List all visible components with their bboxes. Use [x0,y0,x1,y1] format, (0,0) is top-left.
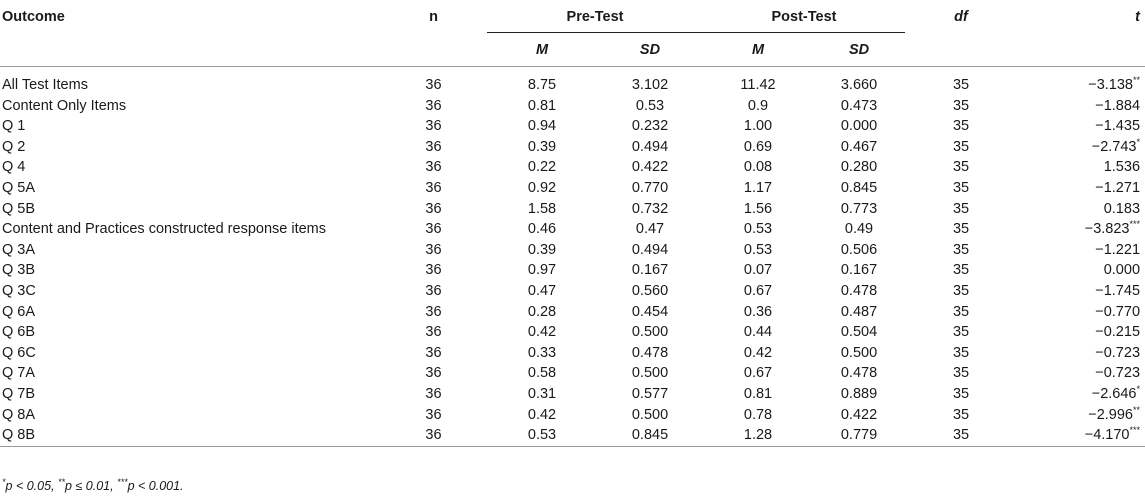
cell-n: 36 [425,97,442,114]
cell-post-m: 1.00 [743,118,773,135]
cell-pre-sd: 0.478 [631,344,669,361]
cell-outcome: Q 7A [2,365,36,382]
cell-outcome: Q 6B [2,324,36,341]
cell-n: 36 [425,303,442,320]
footnote-marker-1: * [2,476,6,487]
cell-df: 35 [952,385,970,402]
cell-outcome: Q 2 [2,138,26,155]
cell-outcome: Q 5B [2,200,36,217]
cell-pre-m: 0.28 [527,303,557,320]
footnote-text-2: p ≤ 0.01, [65,479,118,493]
cell-t-value: −3.138 [1088,77,1133,93]
cell-n: 36 [425,241,442,258]
table-row [0,281,1145,302]
cell-df: 35 [952,262,970,279]
cell-pre-m: 0.39 [527,138,557,155]
cell-post-m: 0.53 [743,241,773,258]
cell-n: 36 [425,324,442,341]
cell-t-value: 0.183 [1103,200,1141,217]
cell-post-sd: 0.473 [840,97,878,114]
cell-post-m: 0.07 [743,262,773,279]
cell-t-value: −0.723 [1095,365,1141,382]
cell-outcome: Q 8A [2,406,36,423]
cell-outcome: Q 1 [2,118,26,135]
cell-df: 35 [952,200,970,217]
cell-n: 36 [425,427,442,444]
cell-df: 35 [952,282,970,299]
cell-t [1017,178,1145,199]
cell-n: 36 [425,159,442,176]
cell-n: 36 [425,118,442,135]
cell-n: 36 [425,200,442,217]
cell-outcome: Q 7B [2,385,36,402]
cell-outcome: Q 6C [2,344,36,361]
cell-outcome: Content Only Items [2,97,127,114]
cell-t [1017,67,1145,96]
cell-pre-sd: 0.770 [631,179,669,196]
cell-t [1017,405,1145,426]
cell-pre-m: 0.81 [527,97,557,114]
cell-t-value: −4.170 [1084,427,1130,444]
cell-df: 35 [952,138,970,155]
cell-pre-sd: 0.53 [635,97,665,114]
cell-pre-m: 0.39 [527,241,557,258]
cell-pre-m: 0.94 [527,118,557,135]
cell-n: 36 [425,365,442,382]
cell-post-sd: 0.478 [840,365,878,382]
cell-post-sd: 0.506 [840,241,878,258]
table-row [0,260,1145,281]
cell-t-value: 1.536 [1103,159,1141,176]
table-body [0,67,1145,447]
cell-post-m: 11.42 [740,77,776,93]
cell-pre-sd: 0.454 [631,303,669,320]
cell-t [1017,137,1145,158]
header-post-sd: SD [848,41,870,58]
cell-df: 35 [952,324,970,341]
cell-post-sd: 0.487 [840,303,878,320]
cell-t [1017,96,1145,117]
cell-df: 35 [952,221,970,238]
cell-t-value: −2.996 [1088,406,1133,423]
cell-df: 35 [952,365,970,382]
cell-t-value: −1.271 [1095,179,1141,196]
cell-pre-sd: 0.494 [631,241,669,258]
header-pre-m: M [535,41,549,58]
cell-outcome: Q 6A [2,303,36,320]
cell-outcome: All Test Items [2,77,88,93]
table-row [0,137,1145,158]
cell-t-value: −2.743 [1091,138,1137,155]
significance-footnote [2,476,184,493]
cell-n: 36 [425,262,442,279]
cell-post-sd: 0.49 [844,221,874,238]
cell-post-sd: 3.660 [840,77,878,93]
header-post-test: Post-Test [703,0,905,33]
cell-pre-m: 8.75 [527,77,557,93]
cell-pre-sd: 3.102 [631,77,669,93]
cell-pre-sd: 0.500 [631,324,669,341]
table-row [0,405,1145,426]
cell-n: 36 [425,282,442,299]
cell-t [1017,425,1145,446]
cell-pre-m: 0.53 [527,427,557,444]
cell-df: 35 [952,77,970,93]
table-row [0,157,1145,178]
cell-n: 36 [425,385,442,402]
header-df: df [954,8,968,25]
cell-t-value: −0.215 [1095,324,1141,341]
cell-pre-sd: 0.500 [631,406,669,423]
significance-marker: *** [1129,219,1141,230]
cell-t [1017,343,1145,364]
cell-post-m: 0.78 [743,406,773,423]
cell-outcome: Q 3A [2,241,36,258]
cell-post-m: 0.81 [743,385,773,402]
cell-post-m: 1.28 [743,427,773,444]
cell-n: 36 [425,221,442,238]
header-n: n [429,8,438,25]
cell-post-sd: 0.167 [840,262,878,279]
cell-df: 35 [952,118,970,135]
cell-post-m: 0.42 [743,344,773,361]
cell-pre-m: 0.42 [527,324,557,341]
significance-marker: *** [1129,425,1141,436]
significance-marker: * [1136,136,1141,147]
header-post-m: M [751,41,765,58]
significance-marker: ** [1133,75,1141,86]
cell-post-m: 1.17 [743,179,773,196]
cell-post-sd: 0.467 [840,138,878,155]
cell-pre-sd: 0.167 [631,262,669,279]
significance-marker: * [1136,384,1141,395]
table-row [0,219,1145,240]
cell-post-m: 0.67 [743,365,773,382]
cell-t-value: −0.723 [1095,344,1141,361]
footnote-text-3: p < 0.001. [127,479,184,493]
cell-outcome: Content and Practices constructed response items [2,221,326,238]
cell-pre-sd: 0.422 [631,159,669,176]
cell-outcome: Q 5A [2,179,36,196]
cell-t [1017,240,1145,261]
cell-pre-m: 0.33 [527,344,557,361]
cell-post-m: 0.69 [743,138,773,155]
cell-t [1017,302,1145,323]
table-row [0,384,1145,405]
cell-outcome: Q 3C [2,282,36,299]
footnote-marker-3: *** [117,476,128,487]
cell-post-sd: 0.422 [840,406,878,423]
header-t: t [1135,8,1141,25]
table-row [0,343,1145,364]
cell-n: 36 [425,344,442,361]
cell-post-sd: 0.478 [840,282,878,299]
cell-post-sd: 0.280 [840,159,878,176]
cell-pre-m: 1.58 [527,200,557,217]
table-row [0,322,1145,343]
cell-t [1017,219,1145,240]
cell-pre-m: 0.22 [527,159,557,176]
cell-t [1017,157,1145,178]
cell-t-value: −1.884 [1095,97,1141,114]
table-row [0,96,1145,117]
cell-df: 35 [952,179,970,196]
cell-pre-m: 0.97 [527,262,557,279]
cell-pre-sd: 0.577 [631,385,669,402]
cell-pre-m: 0.47 [527,282,557,299]
cell-post-m: 0.9 [747,97,769,114]
cell-n: 36 [425,138,442,155]
cell-t-value: −1.435 [1095,118,1141,135]
cell-df: 35 [952,303,970,320]
cell-pre-m: 0.58 [527,365,557,382]
header-pre-sd: SD [639,41,661,58]
table-row [0,116,1145,137]
cell-t [1017,260,1145,281]
cell-post-sd: 0.773 [840,200,878,217]
cell-pre-sd: 0.732 [631,200,669,217]
cell-t-value: 0.000 [1103,262,1141,279]
cell-t [1017,116,1145,137]
cell-post-sd: 0.500 [840,344,878,361]
cell-post-m: 0.36 [743,303,773,320]
cell-pre-sd: 0.845 [631,427,669,444]
table-row [0,199,1145,220]
cell-pre-sd: 0.232 [631,118,669,135]
cell-outcome: Q 3B [2,262,36,279]
cell-post-sd: 0.779 [840,427,878,444]
cell-t-value: −1.745 [1095,282,1141,299]
cell-post-sd: 0.000 [840,118,878,135]
cell-df: 35 [952,241,970,258]
table-row [0,67,1145,96]
cell-df: 35 [952,406,970,423]
cell-pre-m: 0.46 [527,221,557,238]
cell-pre-sd: 0.47 [635,221,665,238]
cell-pre-sd: 0.560 [631,282,669,299]
cell-outcome: Q 4 [2,159,26,176]
cell-post-sd: 0.845 [840,179,878,196]
header-outcome: Outcome [2,8,65,25]
cell-df: 35 [952,427,970,444]
cell-pre-m: 0.42 [527,406,557,423]
cell-t-value: −1.221 [1095,241,1141,258]
cell-n: 36 [425,179,442,196]
footnote-text-1: p < 0.05, [5,479,58,493]
table-row [0,178,1145,199]
cell-t-value: −0.770 [1095,303,1141,320]
cell-post-m: 0.67 [743,282,773,299]
cell-pre-sd: 0.494 [631,138,669,155]
cell-df: 35 [952,159,970,176]
cell-df: 35 [952,97,970,114]
table-row [0,302,1145,323]
cell-t [1017,322,1145,343]
cell-t [1017,199,1145,220]
significance-marker: ** [1133,404,1141,415]
cell-outcome: Q 8B [2,427,36,444]
table-row [0,363,1145,384]
cell-t [1017,363,1145,384]
header-pre-test: Pre-Test [487,0,703,33]
cell-df: 35 [952,344,970,361]
cell-post-sd: 0.889 [840,385,878,402]
cell-post-m: 0.08 [743,159,773,176]
cell-n: 36 [425,77,442,93]
cell-t [1017,384,1145,405]
cell-pre-m: 0.31 [527,385,557,402]
cell-pre-sd: 0.500 [631,365,669,382]
footnote-marker-2: ** [58,476,66,487]
table-row [0,240,1145,261]
table-row [0,425,1145,446]
cell-t-value: −2.646 [1091,385,1137,402]
cell-post-sd: 0.504 [840,324,878,341]
cell-post-m: 0.44 [743,324,773,341]
cell-post-m: 1.56 [743,200,773,217]
cell-t-value: −3.823 [1084,221,1130,238]
cell-n: 36 [425,406,442,423]
cell-t [1017,281,1145,302]
cell-post-m: 0.53 [743,221,773,238]
cell-pre-m: 0.92 [527,179,557,196]
